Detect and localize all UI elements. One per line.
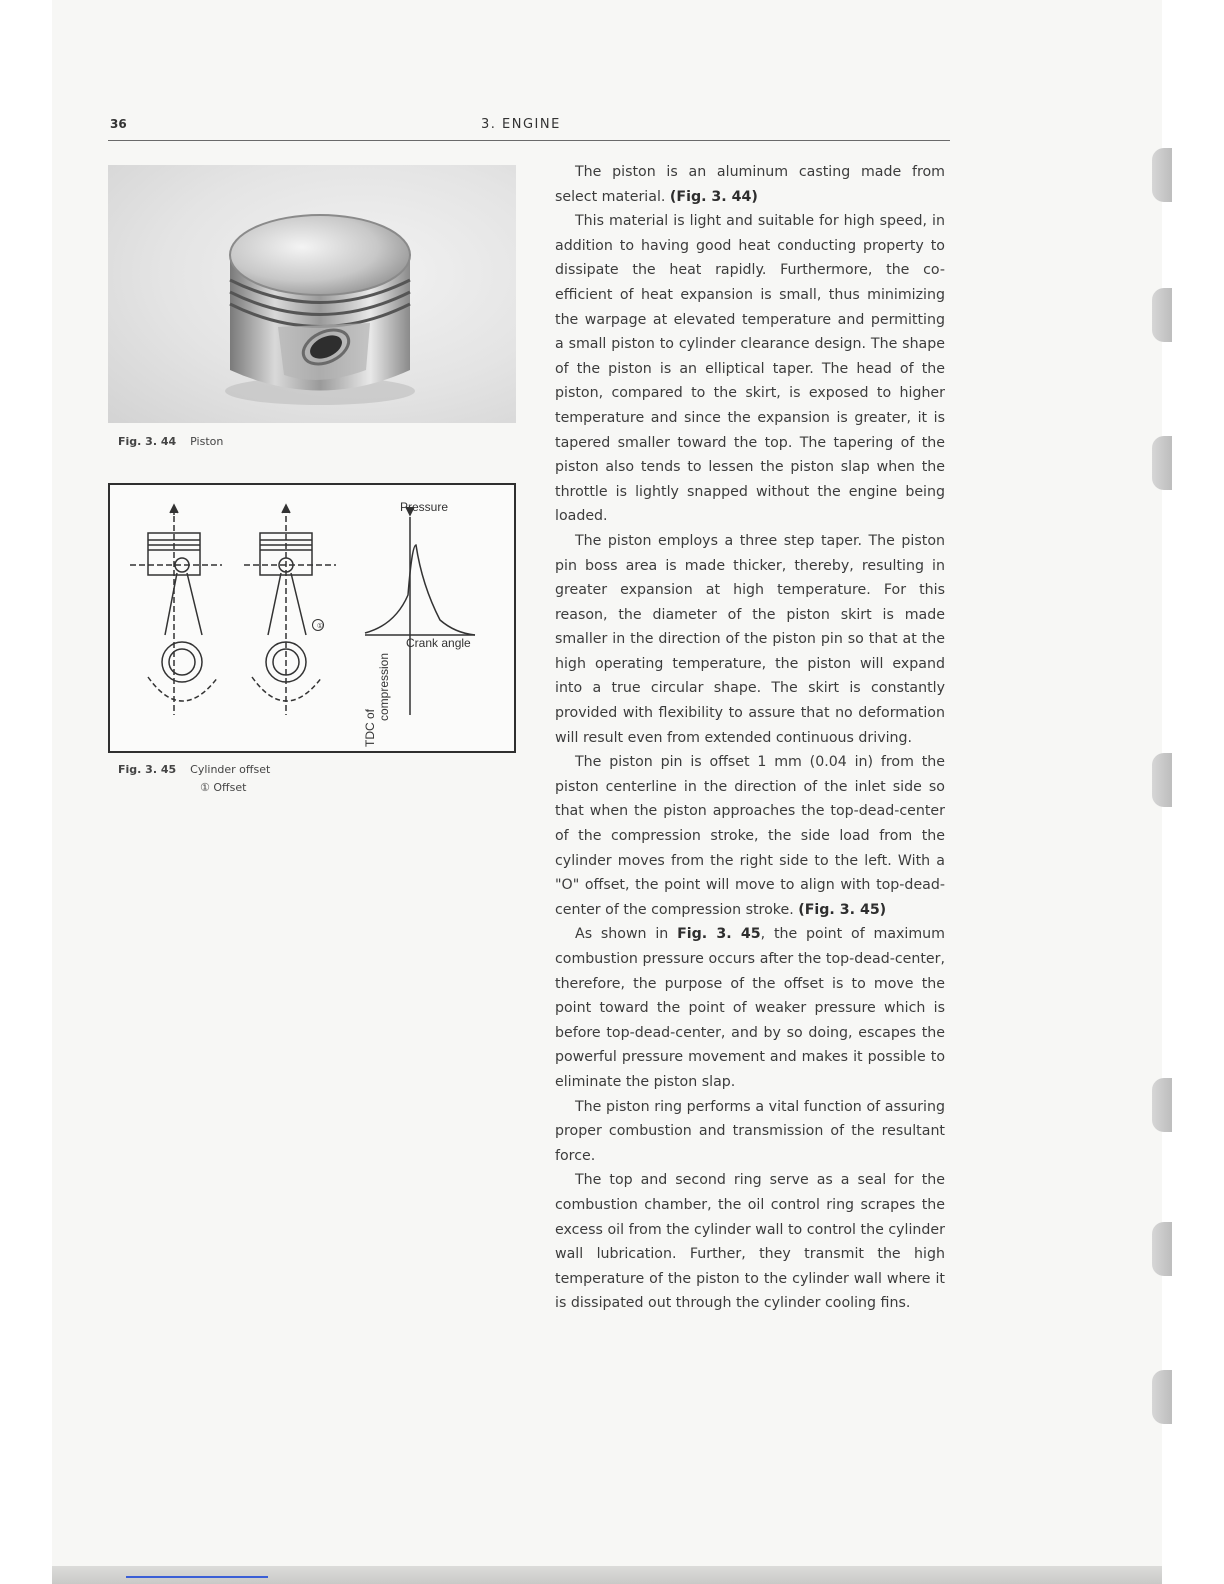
tdc-label-line2: compression xyxy=(377,652,391,721)
body-text-column xyxy=(555,160,945,1316)
bottom-edge-line xyxy=(126,1576,268,1578)
figure-3-45-number: Fig. 3. 45 xyxy=(118,763,177,776)
punch-hole xyxy=(1152,753,1172,807)
header-rule xyxy=(108,140,950,141)
figure-3-45-caption xyxy=(118,763,270,776)
paragraph-4-figure-ref: (Fig. 3. 45) xyxy=(798,901,887,918)
punch-hole xyxy=(1152,1222,1172,1276)
figure-3-45-title: Cylinder offset xyxy=(190,763,271,776)
punch-hole xyxy=(1152,1370,1172,1424)
paragraph-3: The piston employs a three step taper. The piston pin boss area is made thicker, thereby, resulting in greater expansion at high temperature. For this reason, the diameter of the piston skirt is made smaller in the direction of the piston pin so that at the high operating temperature, the piston will expand into a true circular shape. The skirt is constantly provided with flexibility to assure that no deformation will result even from extended continuous driving. xyxy=(555,532,945,746)
piston-photo xyxy=(108,165,516,423)
punch-hole xyxy=(1152,436,1172,490)
paragraph-1-figure-ref: (Fig. 3. 44) xyxy=(669,188,758,205)
crank-angle-label: Crank angle xyxy=(406,636,471,650)
paragraph-1 xyxy=(555,160,945,209)
paragraph-4 xyxy=(555,750,945,922)
cylinder-offset-diagram xyxy=(108,483,516,753)
paragraph-6: The piston ring performs a vital function of assuring proper combustion and transmission of the resultant force. xyxy=(555,1098,945,1164)
page-number: 36 xyxy=(110,117,127,131)
paragraph-1-text: The piston is an aluminum casting made from select material. xyxy=(555,164,945,205)
figure-3-44-number: Fig. 3. 44 xyxy=(118,435,177,448)
piston-illustration xyxy=(108,165,516,423)
running-head: 3. ENGINE xyxy=(481,117,561,132)
tdc-label-line1: TDC of xyxy=(363,708,377,747)
punch-hole xyxy=(1152,288,1172,342)
pressure-label: Pressure xyxy=(400,500,449,514)
offset-callout-mark: ① xyxy=(316,623,324,630)
figure-3-45-legend xyxy=(200,781,246,794)
paragraph-5-figure-ref: Fig. 3. 45 xyxy=(677,926,761,943)
paragraph-5-lead: As shown in xyxy=(575,926,678,943)
paragraph-5-text: , the point of maximum combustion pressure occurs after the top-dead-center, therefore, the purpose of the offset is to move the point toward the point of weaker pressure which is before top-dead-center, and by so doing, escapes the powerful pressure movement and makes it possible to eliminate the piston slap. xyxy=(555,926,945,1090)
paragraph-5 xyxy=(555,922,945,1094)
punch-hole xyxy=(1152,1078,1172,1132)
figure-3-44-title: Piston xyxy=(190,435,224,448)
page-bottom-edge xyxy=(52,1566,1162,1584)
cylinder-offset-drawing xyxy=(110,485,514,751)
paragraph-7: The top and second ring serve as a seal for the combustion chamber, the oil control ring scrapes the excess oil from the cylinder wall to control the cylinder wall lubrication. Further, they transmit the high temperature of the piston to the cylinder wall where it is dissipated out through the cylinder cooling fins. xyxy=(555,1172,945,1312)
legend-text: Offset xyxy=(213,781,247,794)
figure-3-44-caption xyxy=(118,435,223,448)
punch-hole xyxy=(1152,148,1172,202)
paragraph-2: This material is light and suitable for high speed, in addition to having good heat conducting property to dissipate the heat rapidly. Furthermore, the co-efficient of heat expansion is small, thus minimizing the warpage at elevated temperature and permitting a small piston to cylinder clearance design. The shape of the piston is an elliptical taper. The head of the piston, compared to the skirt, is exposed to higher temperature and since the expansion is greater, it is tapered smaller toward the top. The tapering of the piston also tends to lessen the piston slap when the throttle is lightly snapped without the engine being loaded. xyxy=(555,213,945,525)
paragraph-4-text: The piston pin is offset 1 mm (0.04 in) from the piston centerline in the direction of the inlet side so that when the piston approaches the top-dead-center of the compression stroke, the side load from the cylinder moves from the right side to the left. With a "O" offset, the point will move to align with top-dead-center of the compression stroke. xyxy=(555,754,945,918)
legend-mark: ① xyxy=(200,781,210,794)
